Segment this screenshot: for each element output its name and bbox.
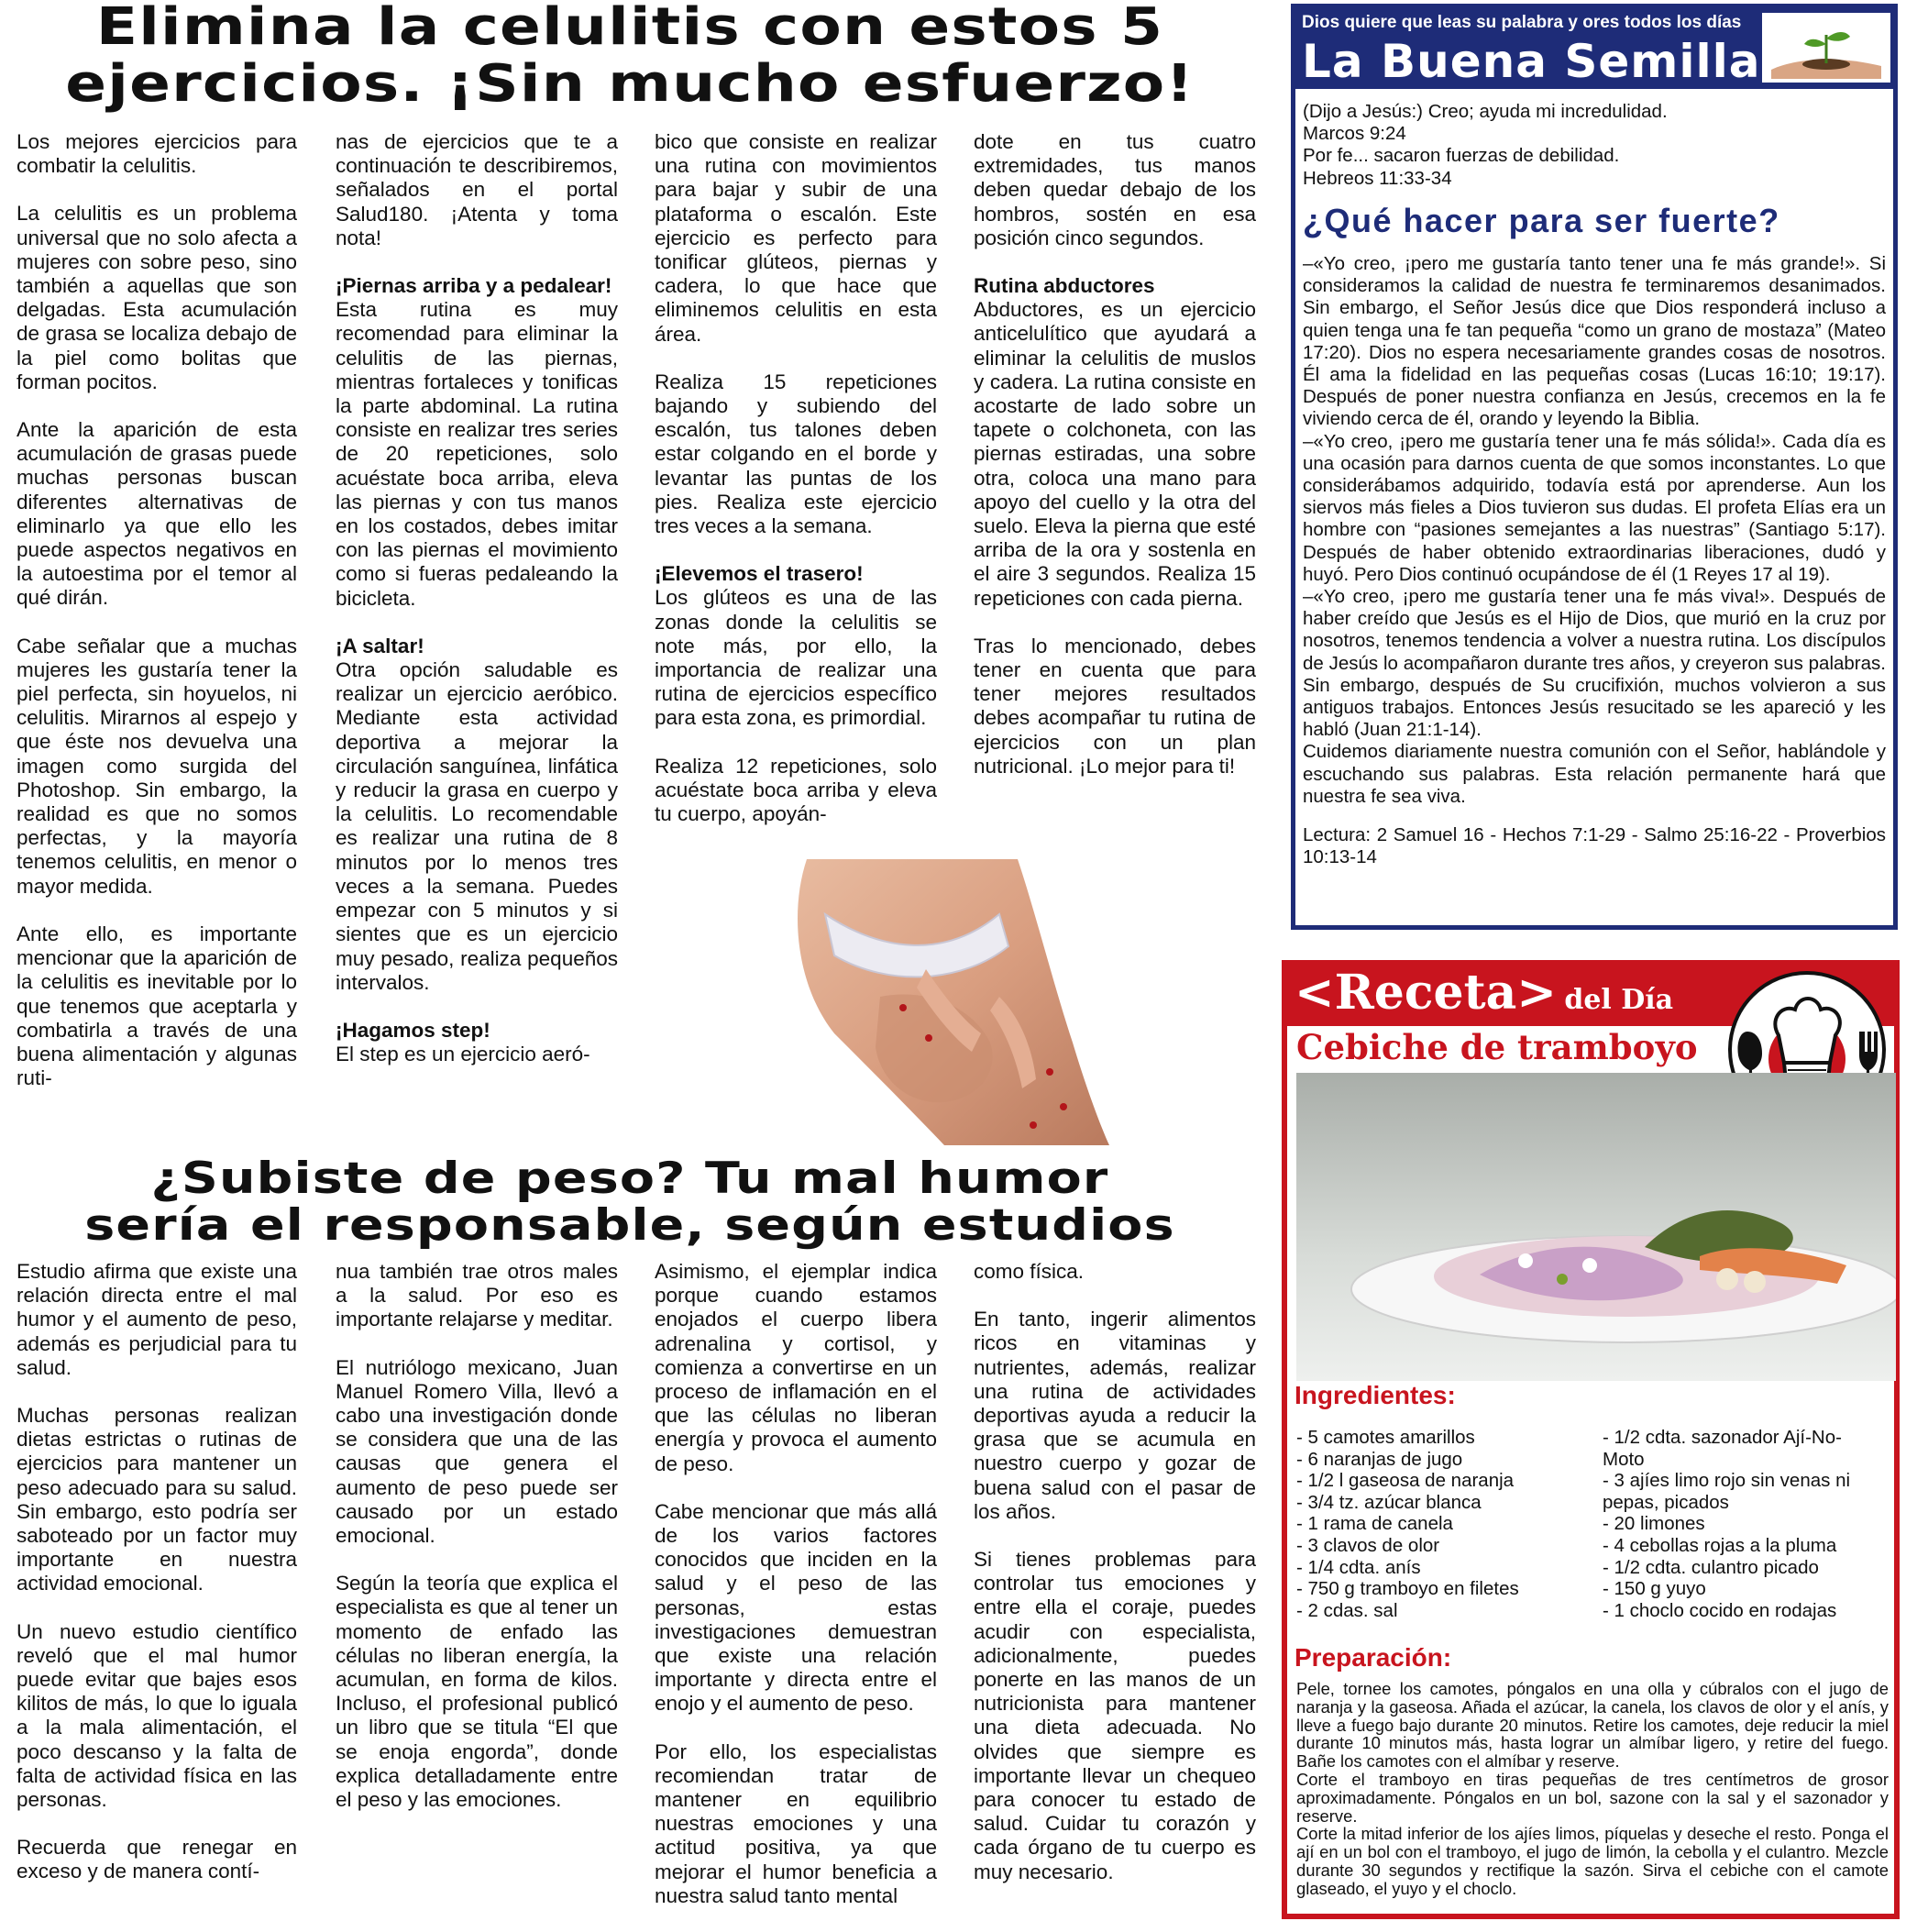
article2-col4 <box>974 1260 1256 1908</box>
paragraph: Pele, tornee los camotes, póngalos en una olla y cúbralos con el jugo de naranja y la gaseosa. Añada el azúcar, la canela, los clavos de olor y el anís, y lleve a fuego bajo durante 20 minutos. Retire los camotes, deje reducir la miel durante 10 minutos más, hasta lograr un almíbar ligero, y retire del fuego. Bañe los camotes con el almíbar y reserve. <box>1296 1679 1889 1772</box>
paragraph: Estudio afirma que existe una relación directa entre el mal humor y el aumento de peso, además es perjudicial para tu salud. <box>17 1260 297 1379</box>
ingredients-right-list <box>1603 1427 1887 1621</box>
paragraph: Realiza 12 repeticiones, solo acuéstate boca arriba y eleva tu cuerpo, apoyán- <box>655 754 937 826</box>
paragraph: dote en tus cuatro extremidades, tus manos deben quedar debajo de los hombros, sostén en esa posición cinco segundos. <box>974 130 1256 249</box>
verse-ref: Marcos 9:24 <box>1303 123 1406 145</box>
article1-headline-line1: Elimina la celulitis con estos 5 <box>95 0 1164 57</box>
article2-col3 <box>655 1260 937 1932</box>
list-item: - 1/2 l gaseosa de naranja <box>1296 1470 1515 1492</box>
article1-col2 <box>336 130 618 1090</box>
verse: (Dijo a Jesús:) Creo; ayuda mi incredulidad. <box>1303 101 1668 122</box>
ingredients-left-list <box>1296 1427 1590 1621</box>
subheading: ¡Hagamos step! <box>336 1018 490 1042</box>
article1-col3 <box>655 130 937 850</box>
list-item: Moto <box>1603 1448 1645 1470</box>
paragraph: bico que consiste en realizar una rutina con movimientos para bajar y subir de una plataforma o escalón. Este ejercicio es perfecto para tonificar glúteos, piernas y cadera, lo que hace que eliminemos celulitis en esta área. <box>655 130 937 346</box>
verse: Por fe... sacaron fuerzas de debilidad. <box>1303 145 1620 167</box>
paragraph: –«Yo creo, ¡pero me gustaría tener una fe más sólida!». Cada día es una ocasión para darnos cuenta de que somos inconstantes. Lo que considerábamos adquirido, todavía está por aprenderse. Aun los siervos más fieles a Dios tuvieron sus dudas. El profeta Elías era un hombre con “pasiones semejantes a las nuestras” (Santiago 5:17). Después de haber obtenido extraordinarias liberaciones, dudó y huyó. Pero Dios continuó ocupándose de él (1 Reyes 17 al 19). <box>1303 430 1886 585</box>
paragraph: nas de ejercicios que te a continuación te describiremos, señalados en el portal Salud180. ¡Atenta y toma nota! <box>336 130 618 249</box>
subheading: ¡A saltar! <box>336 634 424 657</box>
ingredients-title: Ingredientes: <box>1295 1381 1456 1409</box>
paragraph: Si tienes problemas para controlar tus emociones y entre ella el coraje, puedes acudir con especialista, adicionalmente, puedes ponerte en las manos de un nutricionista para mantener una dieta adecuada. No olvides que siempre es importante llevar un chequeo para conocer tu estado de salud. Cuidar tu corazón y cada órgano de tu cuerpo es muy necesario. <box>974 1548 1256 1883</box>
buena-semilla-heading: ¿Qué hacer para ser fuerte? <box>1303 202 1780 239</box>
receta-label <box>1295 965 1673 1021</box>
list-item: - 20 limones <box>1603 1513 1705 1535</box>
seedling-hand-photo <box>1762 13 1890 83</box>
subheading: ¡Elevemos el trasero! <box>655 562 864 586</box>
list-item: - 1/4 cdta. anís <box>1296 1556 1421 1578</box>
receta-label-suffix: del Día <box>1564 984 1674 1016</box>
paragraph: Muchas personas realizan dietas estrictas o rutinas de ejercicios para mantener un peso adecuado para su salud. Sin embargo, esto podría ser saboteado por un factor muy importante en nuestra actividad emocional. <box>17 1404 297 1595</box>
list-item: - 750 g tramboyo en filetes <box>1296 1578 1519 1600</box>
article2-col2 <box>336 1260 618 1836</box>
article1-headline-line2: ejercicios. ¡Sin mucho esfuerzo! <box>65 54 1195 114</box>
paragraph: Ante ello, es importante mencionar que la aparición de la celulitis es inevitable por lo que tenemos que aceptarla y combatirla a través de una buena alimentación y algunas ruti- <box>17 922 297 1090</box>
paragraph: Los glúteos es una de las zonas donde la celulitis se note más, por ello, la importancia de realizar una rutina de ejercicios específico para esta zona, es primordial. <box>655 586 937 730</box>
preparation-text <box>1296 1680 1889 1898</box>
list-item: pepas, picados <box>1603 1491 1729 1513</box>
paragraph: Según la teoría que explica el especialista es que al tener un momento de enfado las células no liberan energía, la acumulan, en forma de kilos. Incluso, el profesional publicó un libro que se titula “El que se enoja engorda”, donde explica detalladamente entre el peso y las emociones. <box>336 1572 618 1812</box>
paragraph: Recuerda que renegar en exceso y de manera contí- <box>17 1836 297 1883</box>
article2-col1 <box>17 1260 297 1908</box>
list-item: - 1/2 cdta. culantro picado <box>1603 1556 1819 1578</box>
list-item: - 1 choclo cocido en rodajas <box>1603 1599 1837 1621</box>
cellulite-legs-photo <box>669 859 1137 1145</box>
article2-headline-line2: sería el responsable, según estudios <box>84 1200 1175 1251</box>
paragraph: Un nuevo estudio científico reveló que el mal humor puede evitar que bajes esos kilitos de más, lo que lo iguala a la mala alimentación, el poco descanso y la falta de falta de actividad física en las personas. <box>17 1619 297 1812</box>
article1-col4 <box>974 130 1256 802</box>
preparation-title: Preparación: <box>1295 1643 1452 1672</box>
buena-semilla-title: La Buena Semilla <box>1302 35 1761 88</box>
subheading: Rutina abductores <box>974 274 1155 298</box>
list-item: - 3 ajíes limo rojo sin venas ni <box>1603 1470 1851 1492</box>
receta-label-main: <Receta> <box>1295 965 1557 1021</box>
list-item: - 3/4 tz. azúcar blanca <box>1296 1491 1482 1513</box>
paragraph: Asimismo, el ejemplar indica porque cuando estamos enojados el cuerpo libera adrenalina y cortisol, y comienza a convertirse en un proceso de inflamación en el que las células no liberan energía y provoca el aumento de peso. <box>655 1260 937 1475</box>
paragraph: Ante la aparición de esta acumulación de grasas puede muchas personas buscan diferentes alternativas de eliminarlo ya que ello les puede aspectos negativos en la autoestima por el temor al qué dirán. <box>17 418 297 610</box>
article2-headline <box>0 1154 1350 1251</box>
cebiche-plate-photo <box>1296 1073 1896 1381</box>
paragraph: Corte la mitad inferior de los ajíes limos, píquelas y deseche el resto. Ponga el ají en un bol con el tramboyo, el jugo de limón, la cebolla y el culantro. Mezcle durante 30 segundos y rectifique la sazón. Sirva el cebiche con el camote glaseado, el yuyo y el choclo. <box>1296 1824 1889 1898</box>
paragraph: –«Yo creo, ¡pero me gustaría tener una fe más viva!». Después de haber creído que Jesús es el Hijo de Dios, que murió en la cruz por nosotros, tenemos tendencia a volver a nuestra rutina. Los discípulos de Jesús lo acompañaron durante tres años, y creyeron sus palabras. Sin embargo, después de Su crucifixión, muchos volvieron a sus antiguos trabajos. Entonces Jesús resucitado se les apareció y les habló (Juan 21:1-14). <box>1303 586 1886 741</box>
reading: Lectura: 2 Samuel 16 - Hechos 7:1-29 - Salmo 25:16-22 - Proverbios 10:13-14 <box>1303 824 1886 868</box>
paragraph: Abductores, es un ejercicio anticelulítico que ayudará a eliminar la celulitis de muslos y cadera. La rutina consiste en acostarte de lado sobre un tapete o colchoneta, con las piernas estiradas, una sobre otra, coloca una mano para apoyo del cuello y la otra del suelo. Eleva la pierna que esté arriba de la ora y sostenla en el aire 3 segundos. Realiza 15 repeticiones con cada pierna. <box>974 298 1256 610</box>
paragraph: Por ello, los especialistas recomiendan tratar de mantener en equilibrio nuestras emociones y una actitud positiva, ya que mejorar el humor beneficia a nuestra salud tanto mental <box>655 1739 937 1907</box>
paragraph: En tanto, ingerir alimentos ricos en vitaminas y nutrientes, además, realizar una rutina de actividades deportivas ayuda a reducir la grasa que se acumula en nuestro cuerpo y gozar de buena salud con el pasar de los años. <box>974 1308 1256 1523</box>
paragraph: Corte el tramboyo en tiras pequeñas de tres centímetros de grosor aproximadamente. Póngalos en un bol, sazone con la sal y el sazonador y reserve. <box>1296 1769 1889 1826</box>
article1-headline <box>0 0 1350 114</box>
paragraph: –«Yo creo, ¡pero me gustaría tanto tener una fe más grande!». Si consideramos la calidad de nuestra fe terminaremos desanimados. Sin embargo, el Señor Jesús dice que Dios responderá incluso a quien tenga una fe tan pequeña “como un grano de mostaza” (Mateo 17:20). Dios no espera necesariamente grandes cosas de nosotros. Él ama la fidelidad en las pequeñas cosas (Lucas 16:10; 19:17). Después de poner nuestra confianza en Jesús, crecemos en la fe viviendo cerca de él, orando y leyendo la Biblia. <box>1303 253 1886 430</box>
list-item: - 3 clavos de olor <box>1296 1534 1440 1556</box>
paragraph: El nutriólogo mexicano, Juan Manuel Romero Villa, llevó a cabo una investigación donde se considera que una de las causas que genera el aumento de peso puede ser causado por un estado emocional. <box>336 1355 618 1548</box>
list-item: - 4 cebollas rojas a la pluma <box>1603 1534 1837 1556</box>
paragraph: Los mejores ejercicios para combatir la celulitis. <box>17 130 297 178</box>
receta-dish-title: Cebiche de tramboyo <box>1296 1027 1698 1067</box>
buena-semilla-body <box>1303 253 1886 868</box>
buena-semilla-verses <box>1303 101 1880 190</box>
paragraph: nua también trae otros males a la salud. Por eso es importante relajarse y meditar. <box>336 1260 618 1331</box>
subheading: ¡Piernas arriba y a pedalear! <box>336 274 612 298</box>
paragraph: El step es un ejercicio aeró- <box>336 1043 590 1066</box>
verse-ref: Hebreos 11:33-34 <box>1303 167 1452 189</box>
paragraph: Esta rutina es muy recomendad para eliminar la celulitis de las piernas, mientras fortaleces y tonificas la parte abdominal. La rutina consiste en realizar tres series de 20 repeticiones, solo acuéstate boca arriba, eleva las piernas y con tus manos en los costados, debes imitar con las piernas el movimiento como si fueras pedaleando la bicicleta. <box>336 298 618 610</box>
list-item: - 5 camotes amarillos <box>1296 1427 1475 1448</box>
article1-col1 <box>17 130 297 1114</box>
buena-semilla-tagline: Dios quiere que leas su palabra y ores todos los días <box>1302 13 1742 32</box>
list-item: - 6 naranjas de jugo <box>1296 1448 1463 1470</box>
paragraph: Cabe señalar que a muchas mujeres les gustaría tener la piel perfecta, sin hoyuelos, ni celulitis. Mirarnos al espejo y que éste nos devuelva una imagen como surgida del Photoshop. Sin embargo, la realidad es que no somos perfectas, y la mayoría tenemos celulitis, en menor o mayor medida. <box>17 634 297 898</box>
paragraph: Realiza 15 repeticiones bajando y subiendo del escalón, tus talones deben estar colgando en el borde y levantar las puntas de los pies. Realiza este ejercicio tres veces a la semana. <box>655 370 937 538</box>
list-item: - 1/2 cdta. sazonador Ají-No- <box>1603 1427 1842 1448</box>
paragraph: La celulitis es un problema universal que no solo afecta a mujeres con sobre peso, sino también a aquellas que son delgadas. Esta acumulación de grasa se localiza debajo de la piel como bolitas que forman pocitos. <box>17 202 297 393</box>
list-item: - 1 rama de canela <box>1296 1513 1453 1535</box>
list-item: - 150 g yuyo <box>1603 1578 1706 1600</box>
paragraph: Otra opción saludable es realizar un ejercicio aeróbico. Mediante esta actividad deportiva a mejorar la circulación sanguínea, linfática y reducir la grasa en cuerpo y la celulitis. Lo recomendable es realizar una rutina de 8 minutos por lo menos tres veces a la semana. Puedes empezar con 5 minutos y si sientes que es un ejercicio muy pesado, realiza pequeños intervalos. <box>336 658 618 994</box>
list-item: - 2 cdas. sal <box>1296 1599 1398 1621</box>
paragraph: Tras lo mencionado, debes tener en cuenta que para tener mejores resultados debes acompañar tu rutina de ejercicios con un plan nutricional. ¡Lo mejor para ti! <box>974 634 1256 778</box>
paragraph: como física. <box>974 1260 1085 1283</box>
paragraph: Cuidemos diariamente nuestra comunión con el Señor, hablándole y escuchando sus palabras. Esta relación permanente hará que nuestra fe sea viva. <box>1303 741 1886 807</box>
article2-headline-line1: ¿Subiste de peso? Tu mal humor <box>150 1154 1109 1204</box>
paragraph: Cabe mencionar que más allá de los varios factores conocidos que inciden en la salud y el peso de las personas, estas investigaciones demuestran que existe una relación importante y directa entre el enojo y el aumento de peso. <box>655 1499 937 1716</box>
